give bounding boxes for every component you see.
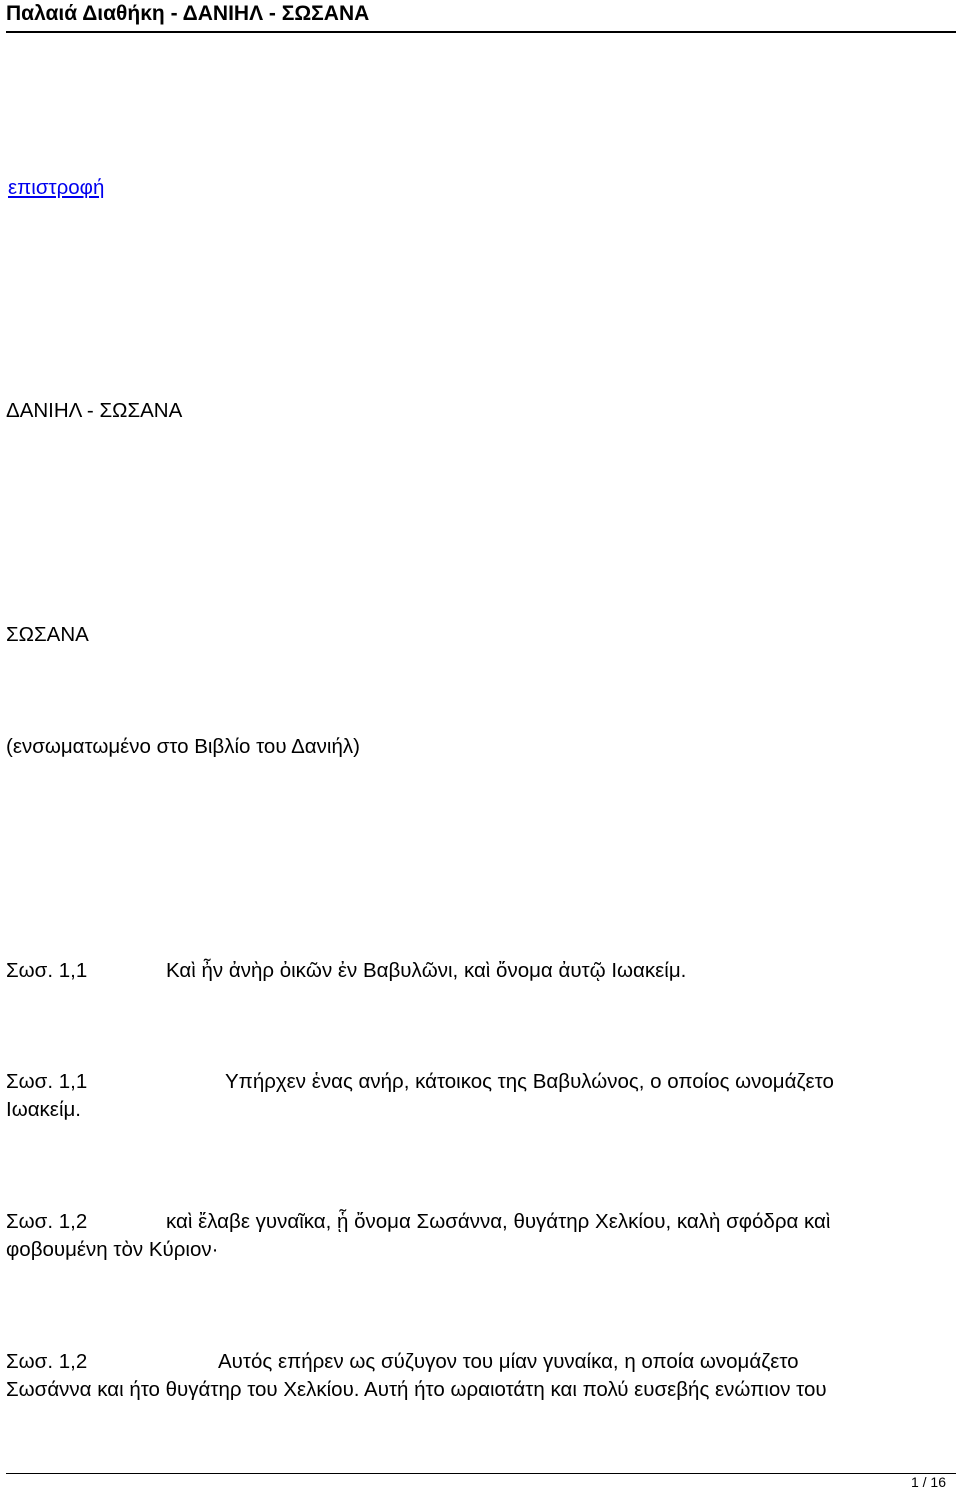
verse-text-continued: Σωσάννα και ήτο θυγάτηρ του Χελκίου. Αυτή ήτο ωραιοτάτη και πολύ ευσεβής ενώπιον του — [6, 1378, 827, 1401]
section-heading: ΣΩΣΑΝΑ — [6, 623, 89, 646]
back-link[interactable]: επιστροφή — [8, 176, 105, 199]
page-indicator: 1 / 16 — [910, 1474, 946, 1490]
verse-text: Υπήρχεν ἑνας ανήρ, κάτοικος της Βαβυλώνος, ο οποίος ωνομάζετο — [225, 1070, 834, 1093]
header-divider — [6, 31, 956, 33]
verse-text: Αυτός επήρεν ως σύζυγον του μίαν γυναίκα, η οποία ωνομάζετο — [218, 1350, 799, 1373]
verse-text-continued: Ιωακείμ. — [6, 1098, 82, 1121]
verse-text-continued: φοβουμένη τὸν Κύριον· — [6, 1238, 219, 1261]
verse-text: καὶ ἔλαβε γυναῖκα, ᾗ ὄνομα Σωσάννα, θυγάτηρ Χελκίου, καλὴ σφόδρα καὶ — [166, 1210, 831, 1233]
book-note: (ενσωματωμένο στο Βιβλίο του Δανιήλ) — [6, 735, 360, 758]
footer-divider — [6, 1473, 956, 1474]
verse-reference: Σωσ. 1,1 — [6, 959, 88, 982]
book-heading: ΔΑΝΙΗΛ - ΣΩΣΑΝΑ — [6, 399, 183, 422]
verse-reference: Σωσ. 1,2 — [6, 1350, 88, 1373]
verse-reference: Σωσ. 1,1 — [6, 1070, 88, 1093]
document-title: Παλαιά Διαθήκη - ΔΑΝΙΗΛ - ΣΩΣΑΝΑ — [6, 2, 370, 25]
verse-reference: Σωσ. 1,2 — [6, 1210, 88, 1233]
verse-text: Καὶ ἦν ἀνὴρ ὀικῶν ἐν Βαβυλῶνι, καὶ ὄνομα ἀυτῷ Ιωακείμ. — [166, 959, 687, 982]
